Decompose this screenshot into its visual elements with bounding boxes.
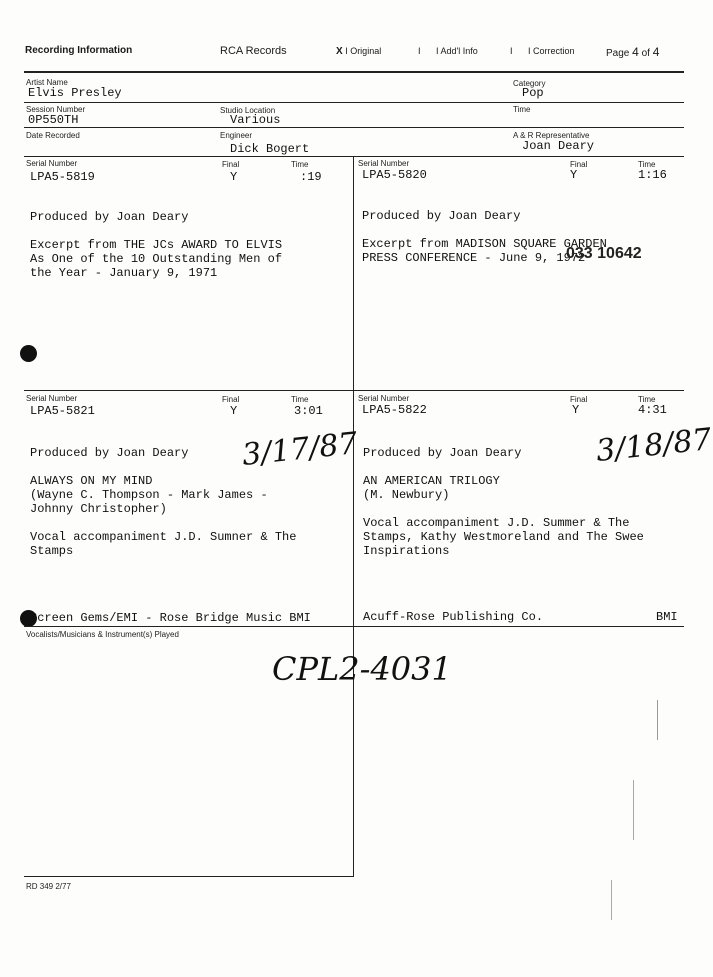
- category-label: Category: [513, 79, 546, 88]
- time-value: 3:01: [294, 404, 323, 418]
- scan-mark: [657, 700, 658, 740]
- final-label: Final: [222, 160, 240, 169]
- row-divider: [24, 626, 684, 627]
- ar-value: Joan Deary: [522, 139, 595, 153]
- row-divider: [24, 127, 684, 128]
- note-line: Inspirations: [363, 544, 450, 558]
- scan-mark: [633, 780, 634, 840]
- header-rule: [24, 71, 684, 73]
- date-recorded-label: Date Recorded: [26, 131, 80, 140]
- time-value: :19: [300, 170, 322, 184]
- ar-label: A & R Representative: [513, 131, 590, 140]
- note-line: the Year - January 9, 1971: [30, 266, 218, 280]
- time-label: Time: [291, 395, 309, 404]
- note-line: Stamps: [30, 544, 74, 558]
- engineer-label: Engineer: [220, 131, 253, 140]
- note-line: Produced by Joan Deary: [30, 446, 189, 460]
- artist-value: Elvis Presley: [28, 86, 122, 100]
- company-name: RCA Records: [220, 45, 287, 57]
- date-stamp: 033 10642: [566, 245, 642, 262]
- row-divider: [24, 156, 684, 157]
- studio-value: Various: [230, 113, 281, 127]
- note-line: ALWAYS ON MY MIND: [30, 474, 153, 488]
- note-line: [363, 502, 644, 516]
- final-value: Y: [572, 403, 580, 417]
- serial-label: Serial Number: [358, 159, 410, 168]
- note-line: [362, 223, 607, 237]
- note-line: Johnny Christopher): [30, 502, 167, 516]
- form-code: RD 349 2/77: [26, 882, 71, 891]
- note-line: [30, 224, 282, 238]
- final-label: Final: [222, 395, 240, 404]
- note-line: Excerpt from MADISON SQUARE GARDEN: [362, 237, 607, 251]
- form-title: Recording Information: [25, 45, 133, 56]
- final-label: Final: [570, 395, 588, 404]
- session-label: Session Number: [26, 105, 86, 114]
- category-value: Pop: [522, 86, 544, 100]
- final-label: Final: [570, 160, 588, 169]
- serial-value: LPA5-5821: [30, 404, 95, 418]
- final-value: Y: [230, 404, 238, 418]
- note-line: As One of the 10 Outstanding Men of: [30, 252, 283, 266]
- original-option[interactable]: [336, 46, 381, 57]
- serial-label: Serial Number: [26, 159, 78, 168]
- studio-label: Studio Location: [220, 106, 276, 115]
- publisher-right: BMI: [656, 610, 678, 624]
- track-notes: [30, 210, 282, 280]
- note-line: PRESS CONFERENCE - June 9, 1972: [362, 251, 586, 265]
- serial-label: Serial Number: [26, 394, 78, 403]
- page-indicator: [606, 45, 659, 59]
- artist-label: Artist Name: [26, 78, 68, 87]
- separator: I: [510, 46, 513, 56]
- handwritten-date: 3/17/87: [240, 426, 360, 473]
- time-label: Time: [638, 395, 656, 404]
- serial-value: LPA5-5822: [362, 403, 427, 417]
- time-label: Time: [291, 160, 309, 169]
- note-line: Produced by Joan Deary: [362, 209, 521, 223]
- time-header-label: Time: [513, 105, 531, 114]
- correction-option[interactable]: I Correction: [528, 46, 575, 56]
- page-number: 4: [632, 45, 639, 59]
- serial-label: Serial Number: [358, 394, 410, 403]
- separator: I: [418, 46, 421, 56]
- row-divider: [24, 102, 684, 103]
- handwritten-date: 3/18/87: [594, 422, 713, 469]
- note-line: Stamps, Kathy Westmoreland and The Swee: [363, 530, 644, 544]
- final-value: Y: [570, 168, 578, 182]
- note-line: Produced by Joan Deary: [363, 446, 522, 460]
- page-total: 4: [652, 45, 660, 59]
- scan-mark: [611, 880, 612, 920]
- note-line: Vocal accompaniment J.D. Summer & The: [363, 516, 630, 530]
- publisher: Acuff-Rose Publishing Co.: [363, 610, 544, 624]
- hole-punch: [20, 345, 37, 362]
- vocalists-label: Vocalists/Musicians & Instrument(s) Played: [26, 630, 179, 639]
- bottom-rule: [24, 876, 354, 877]
- note-line: (Wayne C. Thompson - Mark James -: [30, 488, 268, 502]
- time-value: 1:16: [638, 168, 667, 182]
- time-value: 4:31: [638, 403, 667, 417]
- final-value: Y: [230, 170, 238, 184]
- original-check: X: [336, 46, 343, 57]
- engineer-value: Dick Bogert: [230, 142, 310, 156]
- publisher: Screen Gems/EMI - Rose Bridge Music BMI: [30, 611, 311, 625]
- handwritten-catalog-number: CPL2-4031: [272, 650, 452, 688]
- note-line: [30, 516, 296, 530]
- row-divider: [24, 390, 684, 391]
- time-label: Time: [638, 160, 656, 169]
- note-line: (M. Newbury): [363, 488, 450, 502]
- serial-value: LPA5-5819: [30, 170, 95, 184]
- note-line: Excerpt from THE JCs AWARD TO ELVIS: [30, 238, 283, 252]
- note-line: AN AMERICAN TRILOGY: [363, 474, 500, 488]
- note-line: Produced by Joan Deary: [30, 210, 189, 224]
- serial-value: LPA5-5820: [362, 168, 427, 182]
- session-value: 0P550TH: [28, 113, 79, 127]
- page-label: Page: [606, 48, 630, 59]
- note-line: Vocal accompaniment J.D. Sumner & The: [30, 530, 297, 544]
- addl-info-option[interactable]: I Add'l Info: [436, 46, 478, 56]
- original-label: I Original: [345, 46, 382, 56]
- column-divider: [353, 157, 354, 877]
- of-label: of: [641, 48, 650, 59]
